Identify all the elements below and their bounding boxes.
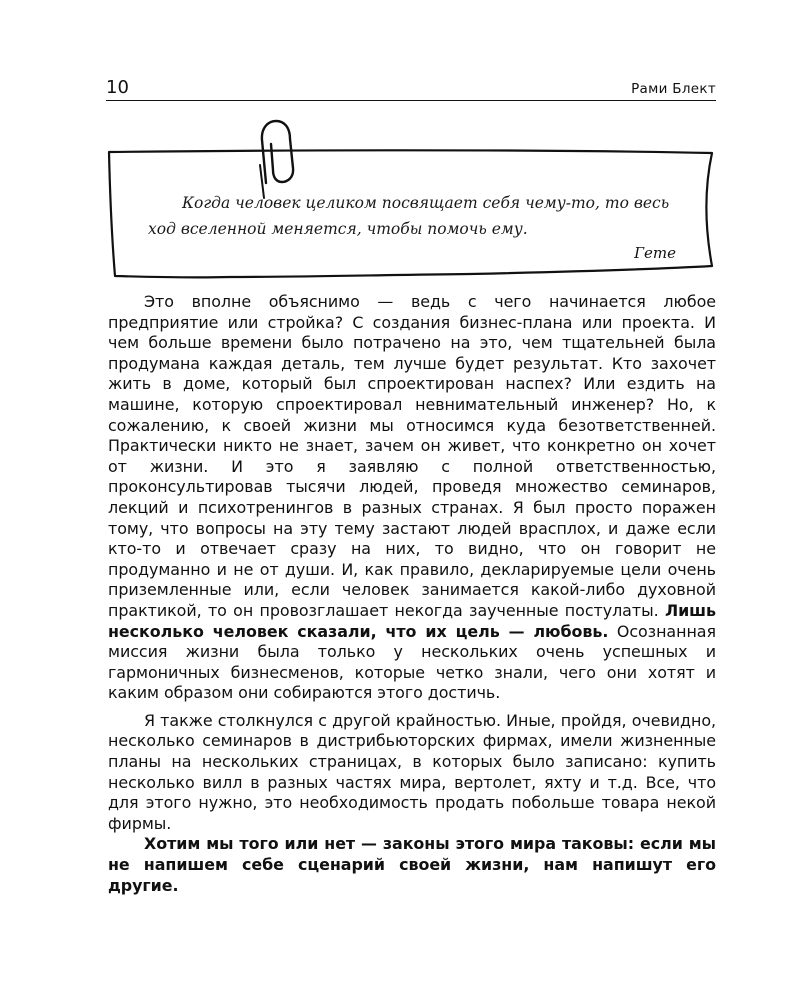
epigraph-note [0, 0, 800, 300]
epigraph-author: Гете [634, 244, 676, 262]
paragraph-1: Это вполне объяснимо — ведь с чего начинается любое предприятие или стройка? С создания бизнес-плана или проекта. И чем больше времени было потрачено на это, чем тщательней была продумана каждая деталь, тем лучше будет результат. Кто захочет жить в доме, который был спроектирован наспех? Или ездить на машине, которую спроектировал невнимательный инженер? Но, к сожалению, к своей жизни мы относимся куда безответственней. Практически никто не знает, зачем он живет, что конкретно он хочет от жизни. И это я заявляю с полной ответственностью, проконсультировав тысячи людей, проведя множество семинаров, лекций и психотренингов в разных странах. Я был просто поражен тому, что вопросы на эту тему застают людей врасплох, и даже если кто-то и отвечает сразу на них, то видно, что он говорит не продуманно и не от души. И, как правило, декларируемые цели очень приземленные или, если человек занимается какой-либо духовной практикой, то он провозглашает некогда заученные постулаты. Лишь несколько человек сказали, что их цель — любовь. Осознанная миссия жизни была только у нескольких очень успешных и гармоничных бизнесменов, которые четко знали, чего они хотят и каким образом они собираются этого достичь. [108, 292, 716, 703]
paragraph-2: Я также столкнулся с другой крайностью. Иные, пройдя, очевидно, несколько семинаров в дистрибьюторских фирмах, имели жизненные планы на нескольких страницах, в которых было записано: купить несколько вилл в разных частях мира, вертолет, яхту и т.д. Все, что для этого нужно, это необходимость продать побольше товара некой фирмы. [108, 710, 716, 833]
page-number: 10 [106, 77, 129, 98]
body-text [108, 292, 716, 896]
bold-phrase: Лишь несколько человек сказали, что их цель — любовь. [108, 600, 716, 641]
running-author: Рами Блект [631, 81, 716, 97]
paragraph-3: Хотим мы того или нет — законы этого мира таковы: если мы не напишем себе сценарий своей жизни, нам напишут его другие. [108, 834, 716, 895]
epigraph-text: Когда человек целиком посвящает себя чему-то, то весь ход вселенной меняется, чтобы помочь ему. [148, 194, 670, 238]
